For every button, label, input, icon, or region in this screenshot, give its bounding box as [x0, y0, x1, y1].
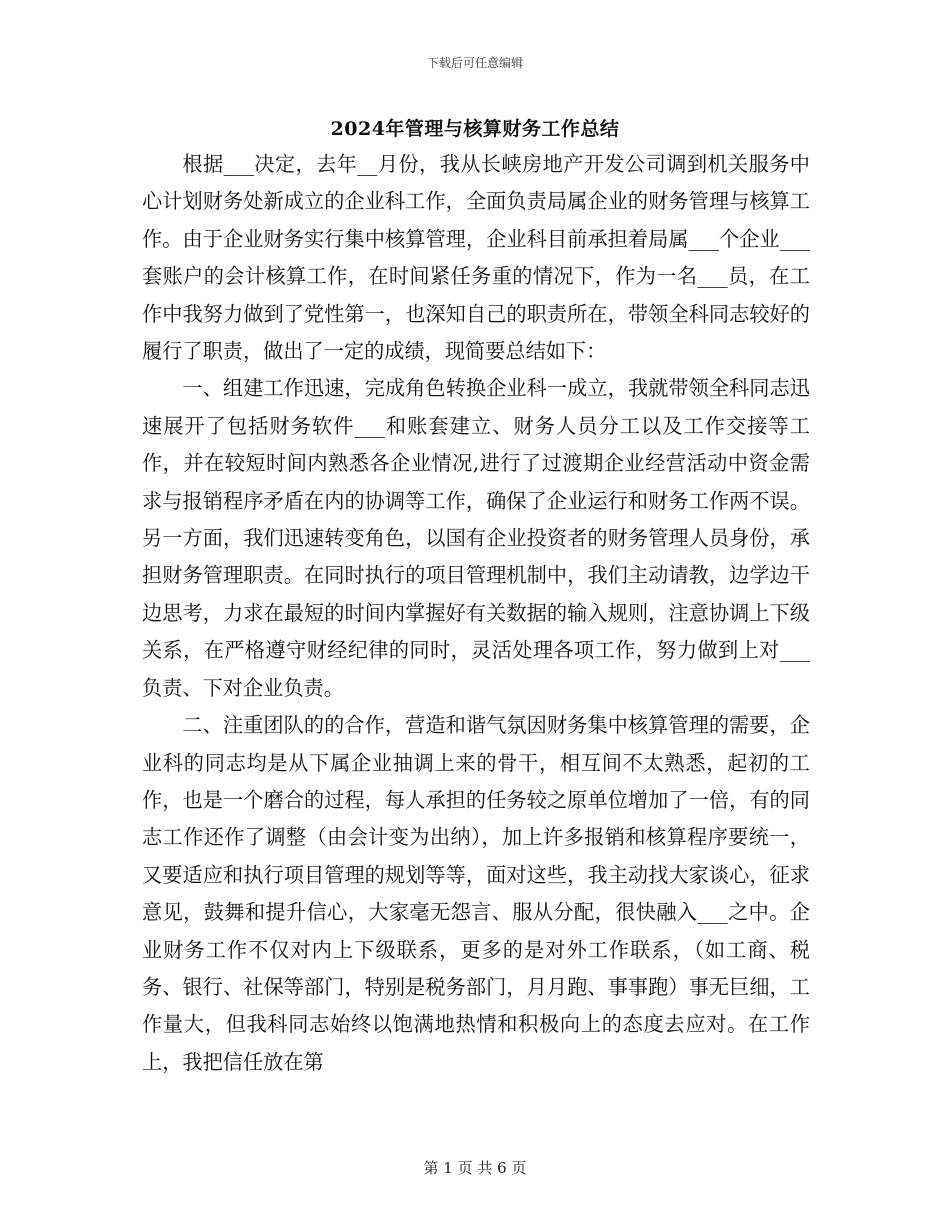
- paragraph-section-2: 二、注重团队的的合作，营造和谐气氛因财务集中核算管理的需要，企业科的同志均是从下属企业抽调上来的骨干，相互间不太熟悉，起初的工作，也是一个磨合的过程，每人承担的任务较之原单位增加了一倍，有的同志工作还作了调整（由会计变为出纳），加上许多报销和核算程序要统一，又要适应和执行项目管理的规划等等，面对这些，我主动找大家谈心，征求意见，鼓舞和提升信心，大家毫无怨言、服从分配，很快融入___之中。企业财务工作不仅对内上下级联系，更多的是对外工作联系，（如工商、税务、银行、社保等部门，特别是税务部门，月月跑、事事跑）事无巨细，工作量大，但我科同志始终以饱满地热情和积极向上的态度去应对。在工作上，我把信任放在第: [142, 713, 810, 1074]
- header-note: 下载后可任意编辑: [426, 56, 523, 70]
- page-number-footer: 第 1 页 共 6 页: [423, 1159, 527, 1177]
- paragraph-section-1: 一、组建工作迅速，完成角色转换企业科一成立，我就带领全科同志迅速展开了包括财务软件___和账套建立、财务人员分工以及工作交接等工作，并在较短时间内熟悉各企业情况,进行了过渡期企业经营活动中资金需求与报销程序矛盾在内的协调等工作，确保了企业运行和财务工作两不误。另一方面，我们迅速转变角色，以国有企业投资者的财务管理人员身份，承担财务管理职责。在同时执行的项目管理机制中，我们主动请教，边学边干边思考，力求在最短的时间内掌握好有关数据的输入规则，注意协调上下级关系，在严格遵守财经纪律的同时，灵活处理各项工作，努力做到上对___负责、下对企业负责。: [142, 376, 810, 700]
- document-body: [142, 146, 810, 1081]
- document-title: 2024年管理与核算财务工作总结: [330, 118, 620, 140]
- paragraph-intro: 根据___决定，去年__月份，我从长峡房地产开发公司调到机关服务中心计划财务处新成立的企业科工作，全面负责局属企业的财务管理与核算工作。由于企业财务实行集中核算管理，企业科目前承担着局属___个企业___套账户的会计核算工作，在时间紧任务重的情况下，作为一名___员，在工作中我努力做到了党性第一，也深知自己的职责所在，带领全科同志较好的履行了职责，做出了一定的成绩，现简要总结如下：: [142, 152, 810, 364]
